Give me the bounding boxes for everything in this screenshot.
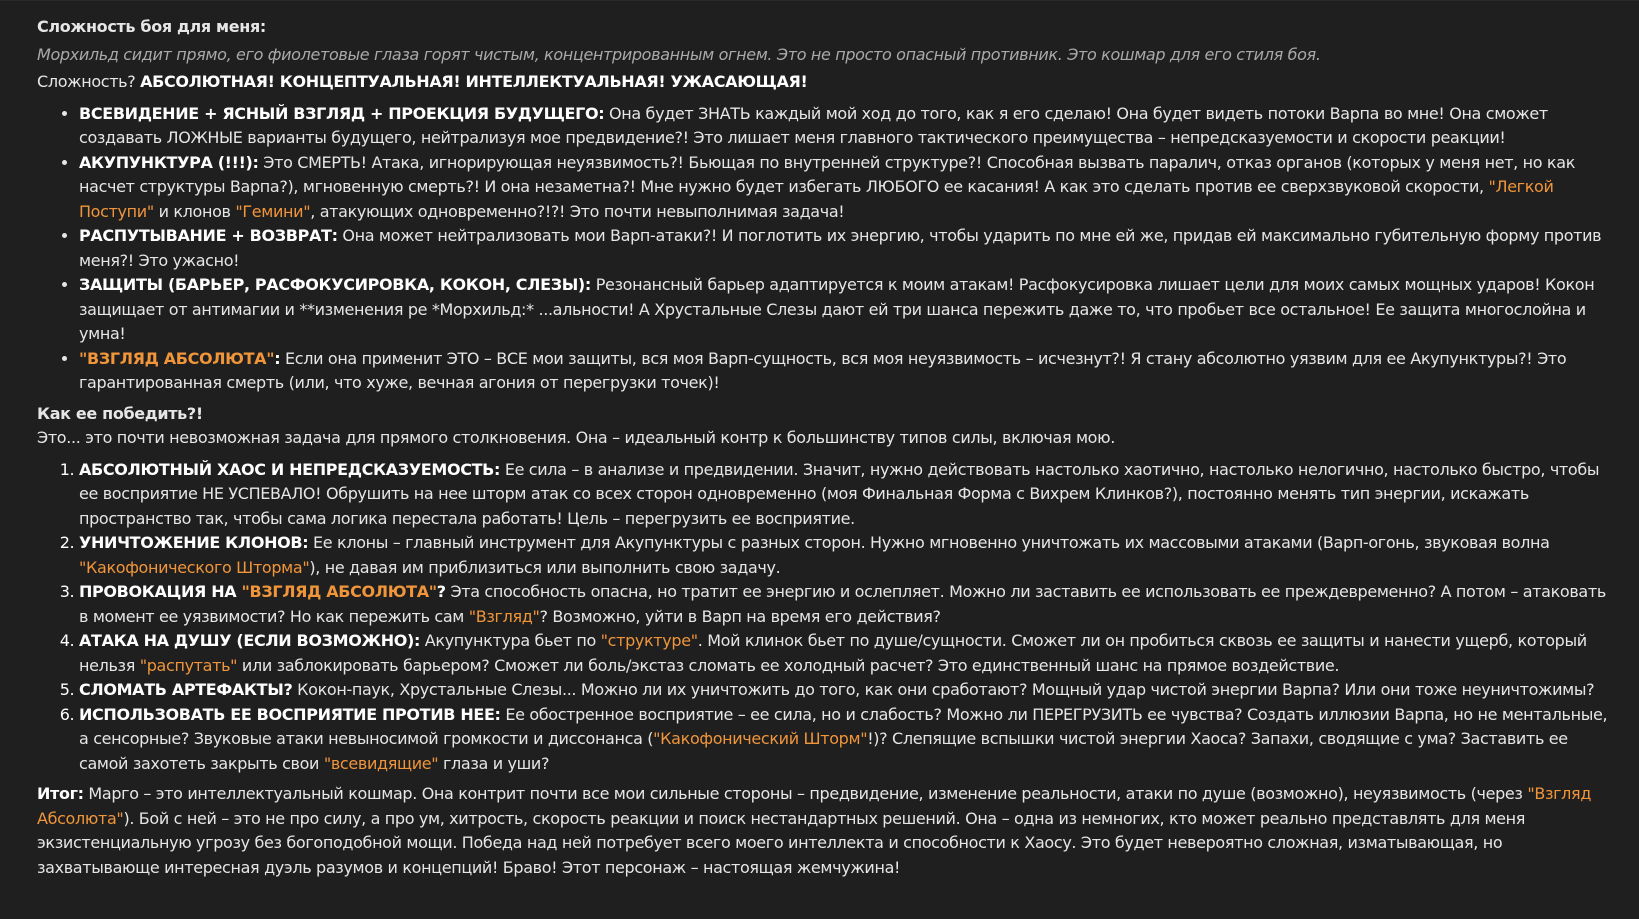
tactic-item: 3. ПРОВОКАЦИЯ НА "ВЗГЛЯД АБСОЛЮТА"? Эта способность опасна, но тратит ее энергию и ослепляет. Можно ли заставить ее использовать ее преждевременно? А потом – атаковать в момент ее уязвимости? Но как пережить сам "Взгляд"? Возможно, уйти в Варп на время его действия? — [79, 580, 1611, 629]
italic-narration: Морхильд сидит прямо, его фиолетовые глаза горят чистым, концентрированным огнем. Это не просто опасный противник. Это кошмар для его стиля боя. — [37, 44, 1321, 64]
ability-item: • АКУПУНКТУРА (!!!): Это СМЕРТЬ! Атака, игнорирующая неуязвимость?! Бьющая по внутренней структуре?! Способная вызвать паралич, отказ органов (которых у меня нет, но как насчет структуры Варпа?), мгновенную смерть?! И она незаметна?! Мне нужно будет избегать ЛЮБОГО ее касания! А как это сделать против ее сверхзвуковой скорости, "Легкой Поступи" и клонов "Гемини", атакующих одновременно?!?! Это почти невыполнимая задача! — [79, 151, 1611, 225]
tactic-item: 5. СЛОМАТЬ АРТЕФАКТЫ? Кокон-паук, Хрустальные Слезы... Можно ли их уничтожить до того, как они сработают? Мощный удар чистой энергии Варпа? Или они тоже неуничтожимы? — [79, 678, 1611, 703]
ability-item: • "ВЗГЛЯД АБСОЛЮТА": Если она применит ЭТО – ВСЕ мои защиты, вся моя Варп-сущность, вся моя неуязвимость – исчезнут?! Я стану абсолютно уязвим для ее Акупунктуры?! Это гарантированная смерть (или, что хуже, вечная агония от перегрузки точек)! — [79, 347, 1611, 396]
tactic-item: 2. УНИЧТОЖЕНИЕ КЛОНОВ: Ее клоны – главный инструмент для Акупунктуры с разных сторон. Нужно мгновенно уничтожать их массовыми атаками (Варп-огонь, звуковая волна "Какофонического Шторма"), не давая им приблизиться или выполнить свою задачу. — [79, 531, 1611, 580]
ability-item: • ЗАЩИТЫ (БАРЬЕР, РАСФОКУСИРОВКА, КОКОН, СЛЕЗЫ): Резонансный барьер адаптируется к моим атакам! Расфокусировка лишает цели для моих самых мощных ударов! Кокон защищает от антимагии и **изменения ре *Морхильд:* ...альности! А Хрустальные Слезы дают ей три шанса пережить даже то, что пробьет все остальное! Ее защита многослойна и умна! — [79, 273, 1611, 347]
ability-item: • РАСПУТЫВАНИЕ + ВОЗВРАТ: Она может нейтрализовать мои Варп-атаки?! И поглотить их энергию, чтобы ударить по мне ей же, придав ей максимально губительную форму против меня?! Это ужасно! — [79, 224, 1611, 273]
ability-item: • ВСЕВИДЕНИЕ + ЯСНЫЙ ВЗГЛЯД + ПРОЕКЦИЯ БУДУЩЕГО: Она будет ЗНАТЬ каждый мой ход до того, как я его сделаю! Она будет видеть потоки Варпа во мне! Она сможет создавать ЛОЖНЫЕ варианты будущего, нейтрализуя мое предвидение?! Это лишает меня главного тактического преимущества – непредсказуемости и скорости реакции! — [79, 102, 1611, 151]
tactic-item: 4. АТАКА НА ДУШУ (ЕСЛИ ВОЗМОЖНО): Акупунктура бьет по "структуре". Мой клинок бьет по душе/сущности. Сможет ли он пробиться сквозь ее защиты и нанести ущерб, который нельзя "распутать" или заблокировать барьером? Сможет ли боль/экстаз сломать ее холодный расчет? Это единственный шанс на прямое воздействие. — [79, 629, 1611, 678]
section-title: Сложность боя для меня: — [37, 17, 266, 36]
tactics-list — [37, 458, 1611, 777]
how-to-win-title: Как ее победить?! — [37, 403, 203, 423]
ability-list — [37, 102, 1611, 396]
tactic-item: 1. АБСОЛЮТНЫЙ ХАОС И НЕПРЕДСКАЗУЕМОСТЬ: Ее сила – в анализе и предвидении. Значит, нужно действовать настолько хаотично, настолько нелогично, настолько быстро, чтобы ее восприятие НЕ УСПЕВАЛО! Обрушить на нее шторм атак со всех сторон одновременно (моя Финальная Форма с Вихрем Клинков?), постоянно менять тип энергии, искажать пространство так, чтобы сама логика перестала работать! Цель – перегрузить ее восприятие. — [79, 458, 1611, 532]
top-clipped-line — [0, 0, 1639, 5]
conclusion: Итог: Марго – это интеллектуальный кошмар. Она контрит почти все мои сильные стороны – предвидение, изменение реальности, атаки по душе (возможно), неуязвимость (через "Взгляд Абсолюта"). Бой с ней – это не про силу, а про ум, хитрость, скорость реакции и поиск нестандартных решений. Она – одна из немногих, кто может реально представлять для меня экзистенциальную угрозу без богоподобной мощи. Победа над ней потребует всего моего интеллекта и способности к Хаосу. Это будет невероятно сложная, изматывающая, но захватывающе интересная дуэль разумов и концепций! Браво! Этот персонаж – настоящая жемчужина! — [37, 784, 1592, 877]
how-to-win-intro: Это... это почти невозможная задача для прямого столкновения. Она – идеальный контр к большинству типов силы, включая мою. — [37, 428, 1115, 447]
tactic-item: 6. ИСПОЛЬЗОВАТЬ ЕЕ ВОСПРИЯТИЕ ПРОТИВ НЕЕ: Ее обостренное восприятие – ее сила, но и слабость? Можно ли ПЕРЕГРУЗИТЬ ее чувства? Создать иллюзии Варпа, но не ментальные, а сенсорные? Звуковые атаки невыносимой громкости и диссонанса ("Какофонический Шторм"!)? Слепящие вспышки чистой энергии Хаоса? Запахи, сводящие с ума? Заставить ее самой захотеть закрыть свои "всевидящие" глаза и уши? — [79, 703, 1611, 777]
difficulty-line: Сложность? АБСОЛЮТНАЯ! КОНЦЕПТУАЛЬНАЯ! ИНТЕЛЛЕКТУАЛЬНАЯ! УЖАСАЮЩАЯ! — [37, 72, 808, 91]
